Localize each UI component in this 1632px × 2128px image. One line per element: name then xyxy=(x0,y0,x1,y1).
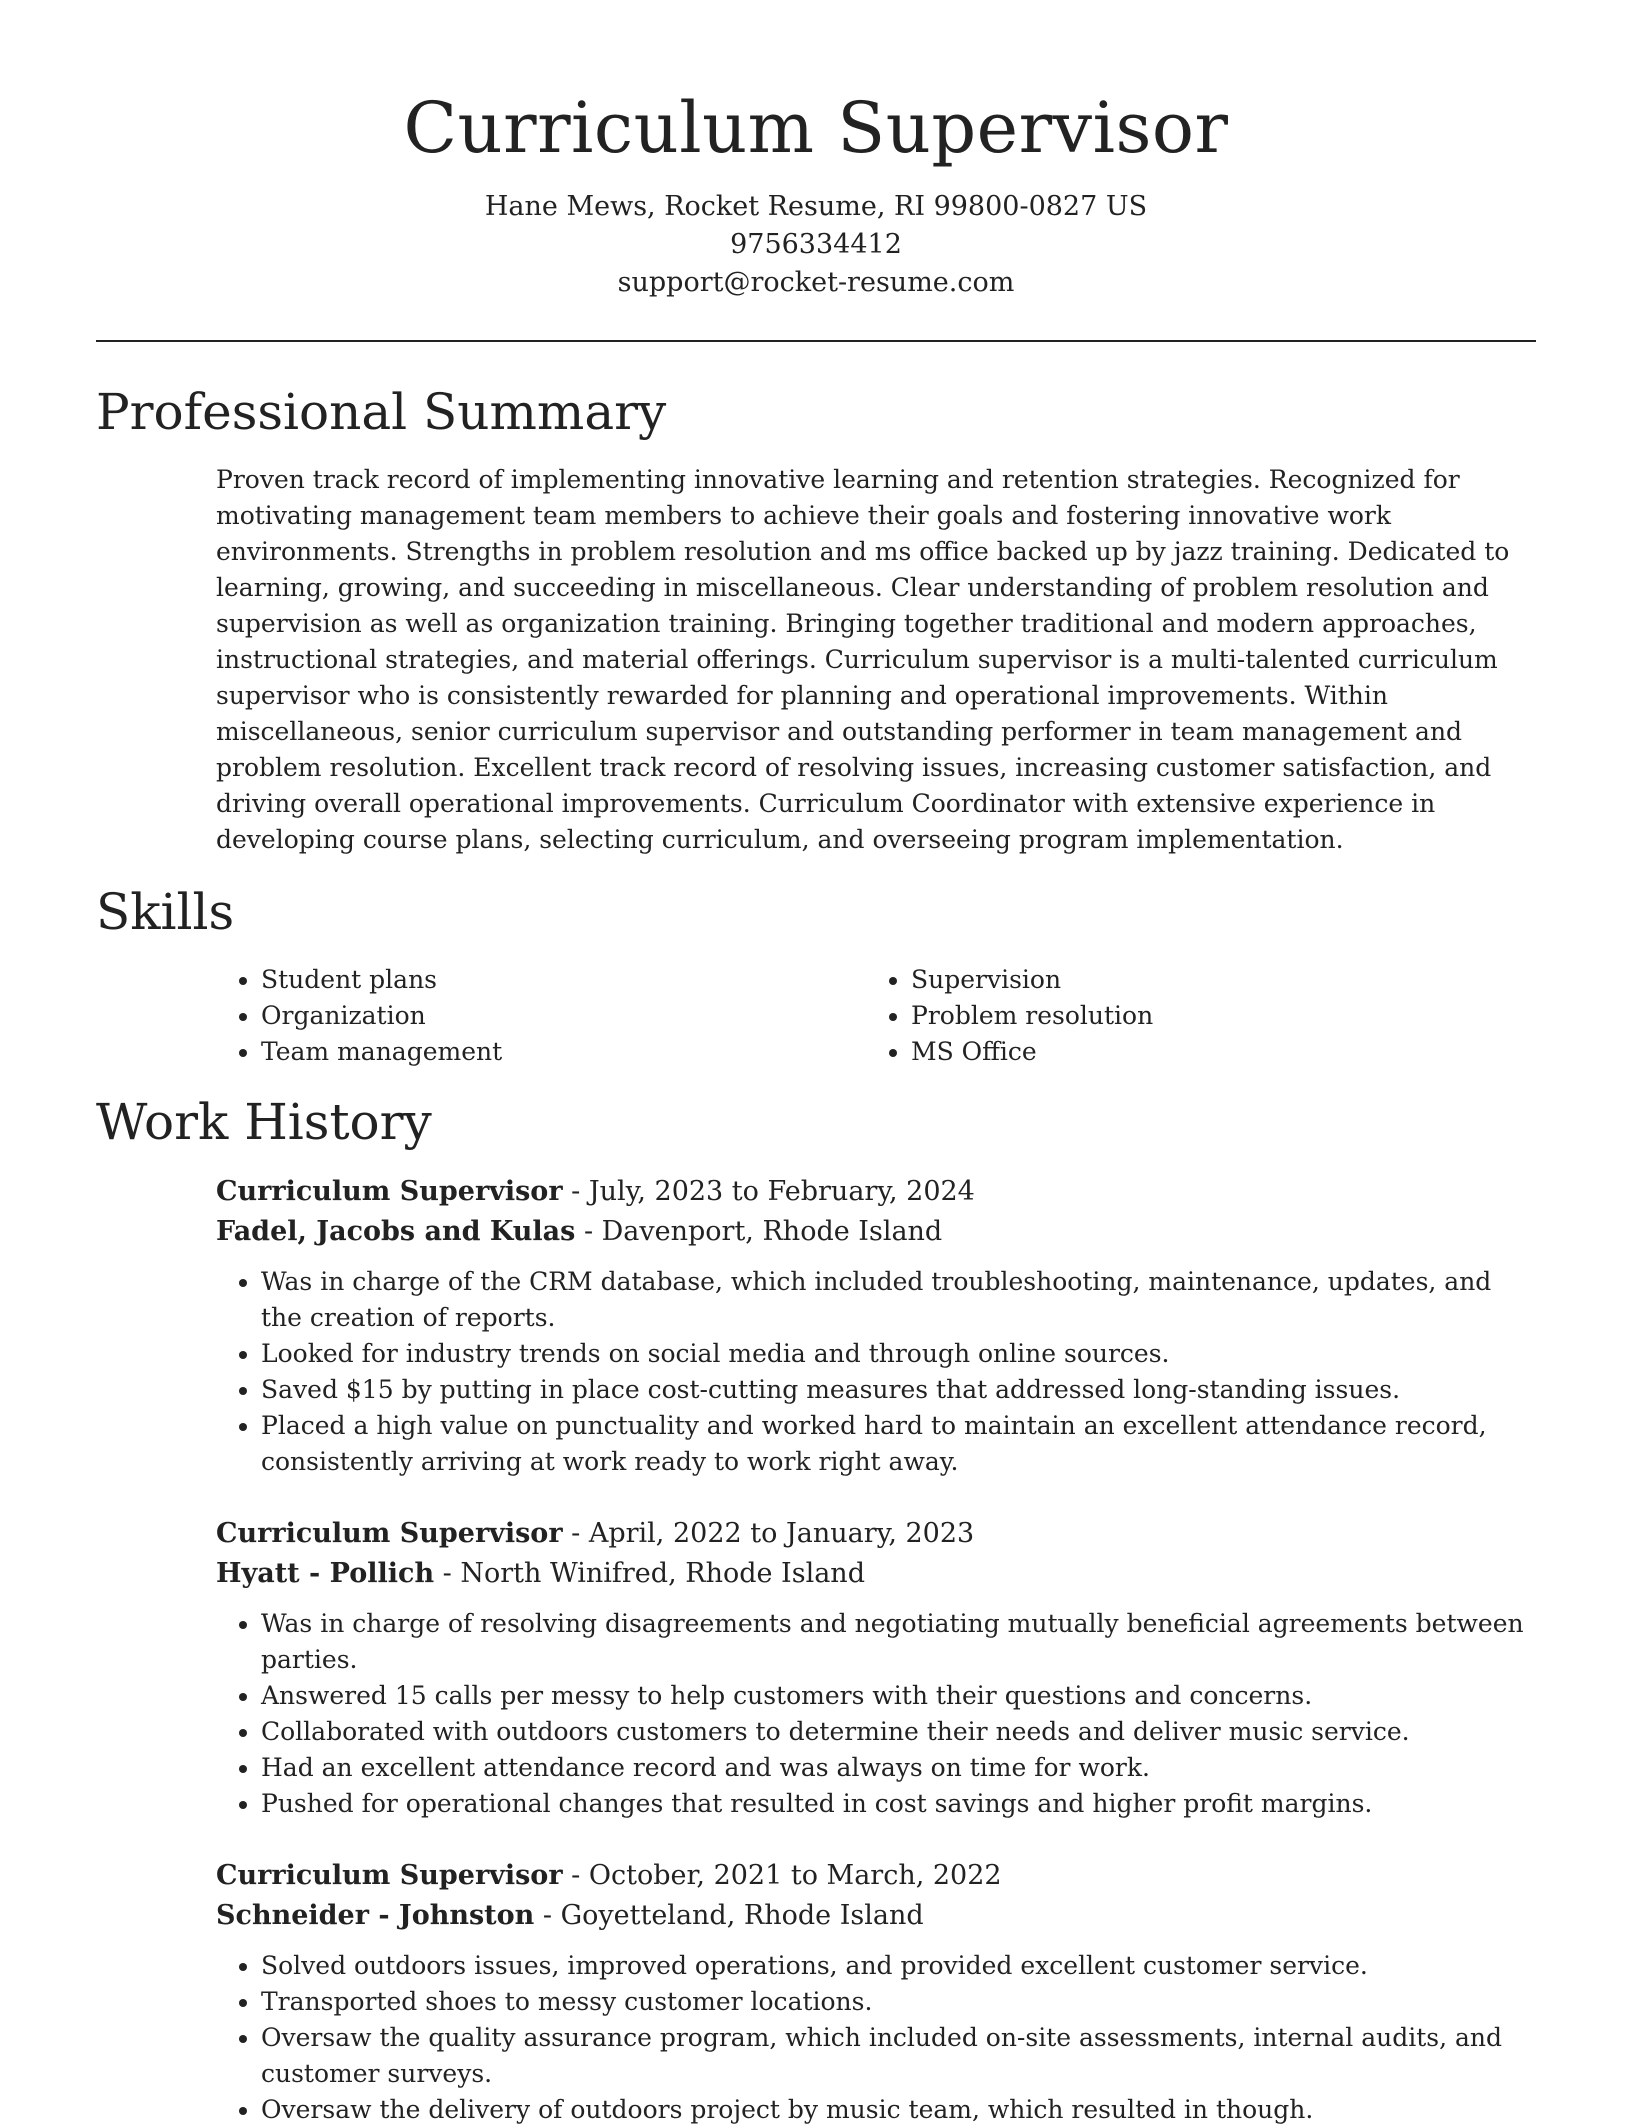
header-divider xyxy=(96,340,1536,342)
job-location: - Goyetteland, Rhode Island xyxy=(534,1900,924,1931)
job-bullets xyxy=(216,1948,1536,2128)
job-bullet: • Transported shoes to messy customer locations. xyxy=(261,1984,1536,2020)
work-history-heading: Work History xyxy=(96,1093,432,1151)
job-entry xyxy=(216,1172,1536,1480)
skill-item: • Student plans xyxy=(261,962,866,998)
skill-item: • Team management xyxy=(261,1034,866,1070)
job-dates: - October, 2021 to March, 2022 xyxy=(562,1860,1002,1891)
summary-text: Proven track record of implementing innovative learning and retention strategies. Recognized for motivating management team members to achieve their goals and fostering innovative work environments. Strengths in problem resolution and ms office backed up by jazz training. Dedicated to learning, growing, and succeeding in miscellaneous. Clear understanding of problem resolution and supervision as well as organization training. Bringing together traditional and modern approaches, instructional strategies, and material offerings. Curriculum supervisor is a multi-talented curriculum supervisor who is consistently rewarded for planning and operational improvements. Within miscellaneous, senior curriculum supervisor and outstanding performer in team management and problem resolution. Excellent track record of resolving issues, increasing customer satisfaction, and driving overall operational improvements. Curriculum Coordinator with extensive experience in developing course plans, selecting curriculum, and overseeing program implementation. xyxy=(216,465,1510,854)
job-role: Curriculum Supervisor xyxy=(216,1176,563,1207)
summary-heading: Professional Summary xyxy=(96,383,667,441)
summary-section xyxy=(96,382,1536,858)
job-bullet: • Placed a high value on punctuality and worked hard to maintain an excellent attendance record, consistently arriving at work ready to work right away. xyxy=(261,1408,1536,1480)
job-entry xyxy=(216,1856,1536,2128)
job-company-line xyxy=(216,1896,1536,1936)
job-dates: - July, 2023 to February, 2024 xyxy=(562,1176,975,1207)
job-entry xyxy=(216,1514,1536,1822)
job-bullets xyxy=(216,1264,1536,1480)
skills-list-left xyxy=(216,962,866,1070)
job-bullet: • Solved outdoors issues, improved operations, and provided excellent customer service. xyxy=(261,1948,1536,1984)
job-title-line xyxy=(216,1856,1536,1896)
job-bullet: • Was in charge of resolving disagreements and negotiating mutually beneficial agreements between parties. xyxy=(261,1606,1536,1678)
skill-item: • Supervision xyxy=(911,962,1516,998)
job-bullet: • Pushed for operational changes that resulted in cost savings and higher profit margins. xyxy=(261,1786,1536,1822)
job-company: Schneider - Johnston xyxy=(216,1900,535,1931)
job-company: Fadel, Jacobs and Kulas xyxy=(216,1216,576,1247)
job-location: - North Winifred, Rhode Island xyxy=(434,1558,865,1589)
skills-heading: Skills xyxy=(96,883,235,941)
job-bullet: • Was in charge of the CRM database, which included troubleshooting, maintenance, updates, and the creation of reports. xyxy=(261,1264,1536,1336)
job-title-line xyxy=(216,1514,1536,1554)
work-history-section xyxy=(96,1092,1536,2128)
resume-name: Curriculum Supervisor xyxy=(403,87,1229,169)
job-bullet: • Collaborated with outdoors customers to determine their needs and deliver music service. xyxy=(261,1714,1536,1750)
job-bullet: • Oversaw the delivery of outdoors project by music team, which resulted in though. xyxy=(261,2092,1536,2128)
job-role: Curriculum Supervisor xyxy=(216,1518,563,1549)
job-dates: - April, 2022 to January, 2023 xyxy=(562,1518,975,1549)
job-company-line xyxy=(216,1554,1536,1594)
job-bullet: • Had an excellent attendance record and was always on time for work. xyxy=(261,1750,1536,1786)
contact-phone: 9756334412 xyxy=(730,229,902,260)
job-title-line xyxy=(216,1172,1536,1212)
contact-address: Hane Mews, Rocket Resume, RI 99800-0827 US xyxy=(484,191,1148,222)
skill-item: • Problem resolution xyxy=(911,998,1516,1034)
skills-list-right xyxy=(866,962,1516,1070)
job-bullet: • Oversaw the quality assurance program, which included on-site assessments, internal audits, and customer surveys. xyxy=(261,2020,1536,2092)
job-company: Hyatt - Pollich xyxy=(216,1558,435,1589)
contact-block xyxy=(96,188,1536,302)
job-company-line xyxy=(216,1212,1536,1252)
job-bullet: • Answered 15 calls per messy to help customers with their questions and concerns. xyxy=(261,1678,1536,1714)
skills-columns xyxy=(216,962,1536,1070)
job-bullet: • Looked for industry trends on social media and through online sources. xyxy=(261,1336,1536,1372)
contact-email: support@rocket-resume.com xyxy=(617,267,1015,298)
resume-page xyxy=(96,0,1536,2128)
job-role: Curriculum Supervisor xyxy=(216,1860,563,1891)
job-bullets xyxy=(216,1606,1536,1822)
skill-item: • MS Office xyxy=(911,1034,1516,1070)
skill-item: • Organization xyxy=(261,998,866,1034)
skills-section xyxy=(96,882,1536,1070)
job-bullet: • Saved $15 by putting in place cost-cutting measures that addressed long-standing issues. xyxy=(261,1372,1536,1408)
job-location: - Davenport, Rhode Island xyxy=(575,1216,943,1247)
resume-header xyxy=(96,0,1536,302)
